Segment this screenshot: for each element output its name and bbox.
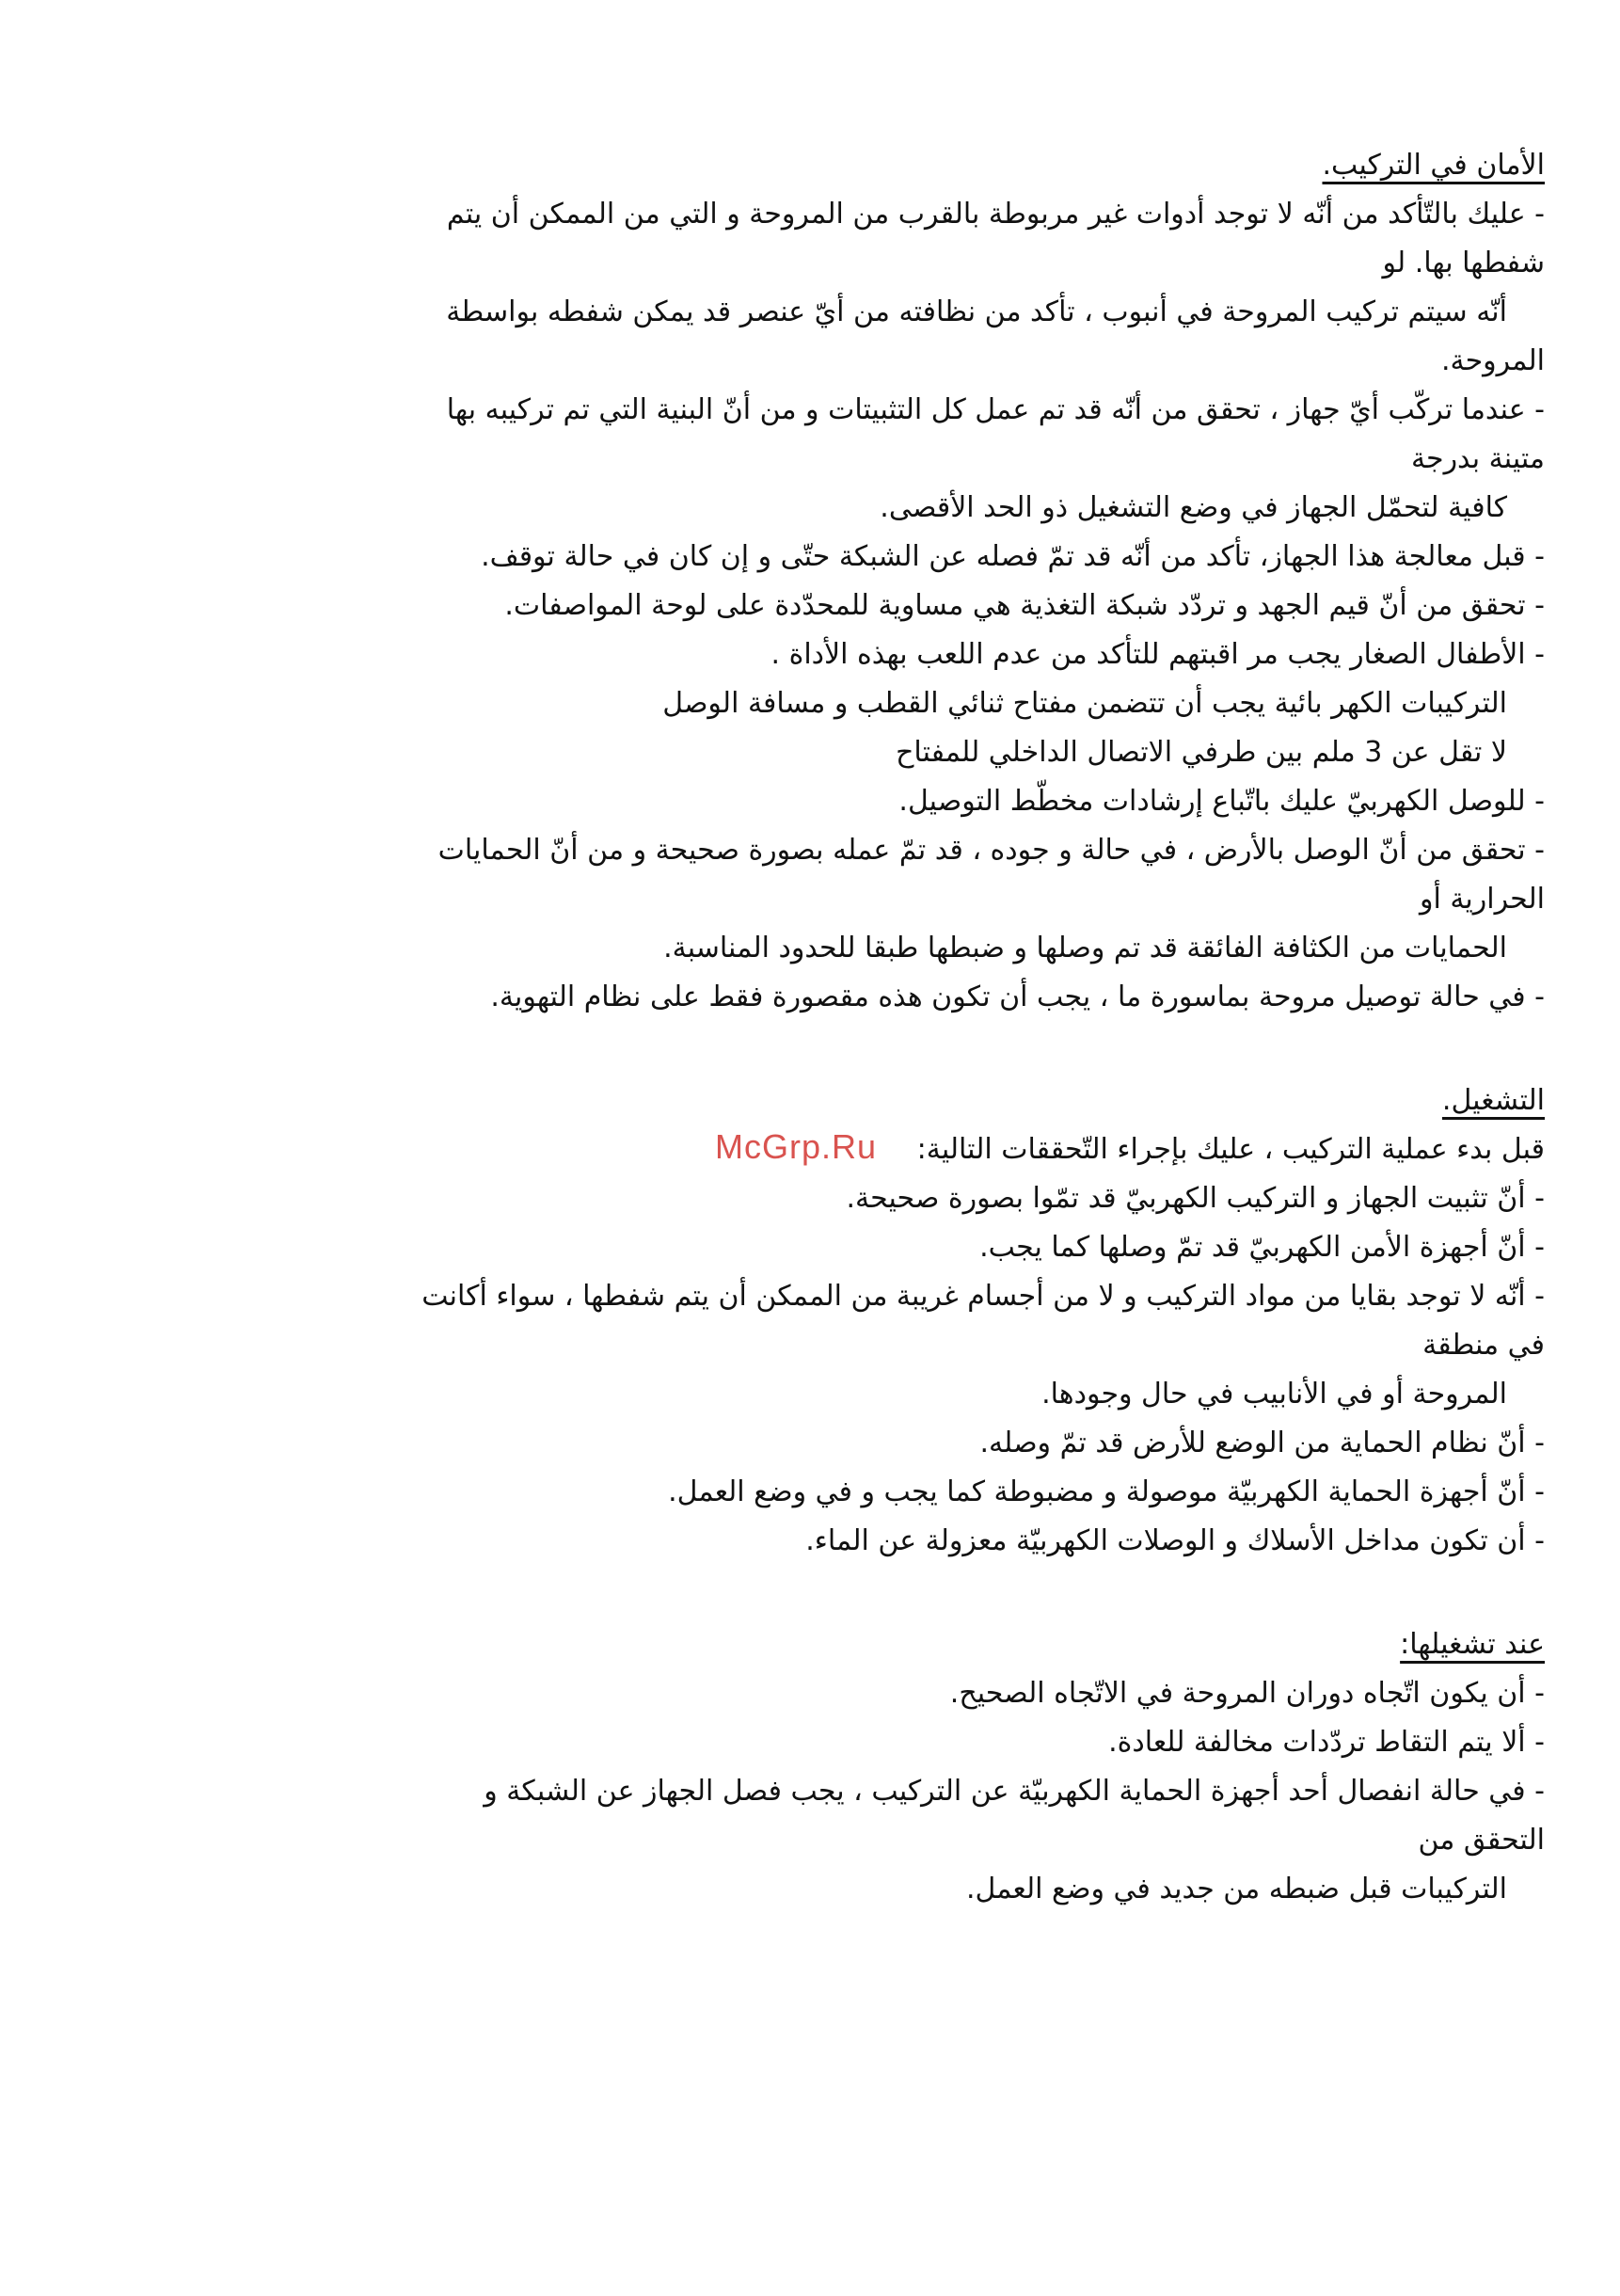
text-line: المروحة. — [1440, 344, 1545, 377]
text-line: - قبل معالجة هذا الجهاز، تأكد من أنّه قد تمّ فصله عن الشبكة حتّى و إن كان في حالة توقف. — [481, 540, 1545, 573]
text-line: - أنّ نظام الحماية من الوضع للأرض قد تمّ وصله. — [979, 1427, 1545, 1459]
text-line: لا تقل عن 3 ملم بين طرفي الاتصال الداخلي للمفتاح — [896, 736, 1507, 769]
text-line: - تحقق من أنّ الوصل بالأرض ، في حالة و جوده ، قد تمّ عمله بصورة صحيحة و من أنّ الحمايات — [437, 834, 1545, 867]
text-line: في منطقة — [1422, 1329, 1545, 1362]
text-line: شفطها بها. لو — [1382, 247, 1545, 279]
text-line: - أنّ تثبيت الجهاز و التركيب الكهربيّ قد تمّوا بصورة صحيحة. — [846, 1182, 1545, 1215]
text-line: - عليك بالتّأكد من أنّه لا توجد أدوات غير مربوطة بالقرب من المروحة و التي من الممكن أن يتم — [446, 198, 1545, 231]
text-line: - ألا يتم التقاط تردّدات مخالفة للعادة. — [1108, 1726, 1545, 1759]
text-line: - في حالة انفصال أحد أجهزة الحماية الكهربيّة عن التركيب ، يجب فصل الجهاز عن الشبكة و — [484, 1775, 1545, 1808]
text-line: قبل بدء عملية التركيب ، عليك بإجراء التّحققات التالية: — [916, 1133, 1545, 1166]
text-line: الحمايات من الكثافة الفائقة قد تم وصلها و ضبطها طبقا للحدود المناسبة. — [663, 932, 1507, 965]
text-line: - عندما تركّب أيّ جهاز ، تحقق من أنّه قد تم عمل كل التثبيتات و من أنّ البنية التي تم تركيبه بها — [446, 393, 1545, 426]
text-line: الحرارية أو — [1419, 883, 1545, 916]
text-line: متينة بدرجة — [1410, 442, 1545, 475]
section-title-installation-safety: الأمان في التركيب. — [1322, 149, 1545, 182]
text-line: - تحقق من أنّ قيم الجهد و تردّد شبكة التغذية هي مساوية للمحدّدة على لوحة المواصفات. — [504, 589, 1545, 622]
watermark-text: McGrp.Ru — [715, 1127, 878, 1166]
text-line: - للوصل الكهربيّ عليك باتّباع إرشادات مخطّط التوصيل. — [898, 785, 1545, 818]
document-body — [113, 141, 1545, 1914]
text-line: - أنّ أجهزة الحماية الكهربيّة موصولة و مضبوطة كما يجب و في وضع العمل. — [668, 1475, 1545, 1508]
text-line: كافية لتحمّل الجهاز في وضع التشغيل ذو الحد الأقصى. — [880, 491, 1507, 524]
text-line: - أنّه لا توجد بقايا من مواد التركيب و لا من أجسام غريبة من الممكن أن يتم شفطها ، سواء أكانت — [421, 1280, 1545, 1313]
section-spacer — [113, 1022, 1545, 1076]
text-line: أنّه سيتم تركيب المروحة في أنبوب ، تأكد من نظافته من أيّ عنصر قد يمكن شفطه بواسطة — [446, 295, 1507, 328]
text-line: - في حالة توصيل مروحة بماسورة ما ، يجب أن تكون هذه مقصورة فقط على نظام التهوية. — [490, 981, 1545, 1013]
text-line: - أنّ أجهزة الأمن الكهربيّ قد تمّ وصلها كما يجب. — [979, 1231, 1545, 1264]
text-line: التركيبات الكهر بائية يجب أن تتضمن مفتاح ثنائي القطب و مسافة الوصل — [662, 687, 1507, 720]
text-line: - أن تكون مداخل الأسلاك و الوصلات الكهربيّة معزولة عن الماء. — [805, 1524, 1545, 1557]
text-line: - الأطفال الصغار يجب مر اقبتهم للتأكد من عدم اللعب بهذه الأداة . — [770, 638, 1545, 671]
text-line: التحقق من — [1418, 1824, 1545, 1857]
text-line: - أن يكون اتّجاه دوران المروحة في الاتّجاه الصحيح. — [949, 1677, 1545, 1710]
text-line: التركيبات قبل ضبطه من جديد في وضع العمل. — [965, 1873, 1507, 1905]
text-line: المروحة أو في الأنابيب في حال وجودها. — [1041, 1378, 1507, 1411]
section-title-operation: التشغيل. — [1441, 1084, 1545, 1117]
section-title-when-running: عند تشغيلها: — [1400, 1628, 1545, 1661]
section-spacer — [113, 1566, 1545, 1620]
